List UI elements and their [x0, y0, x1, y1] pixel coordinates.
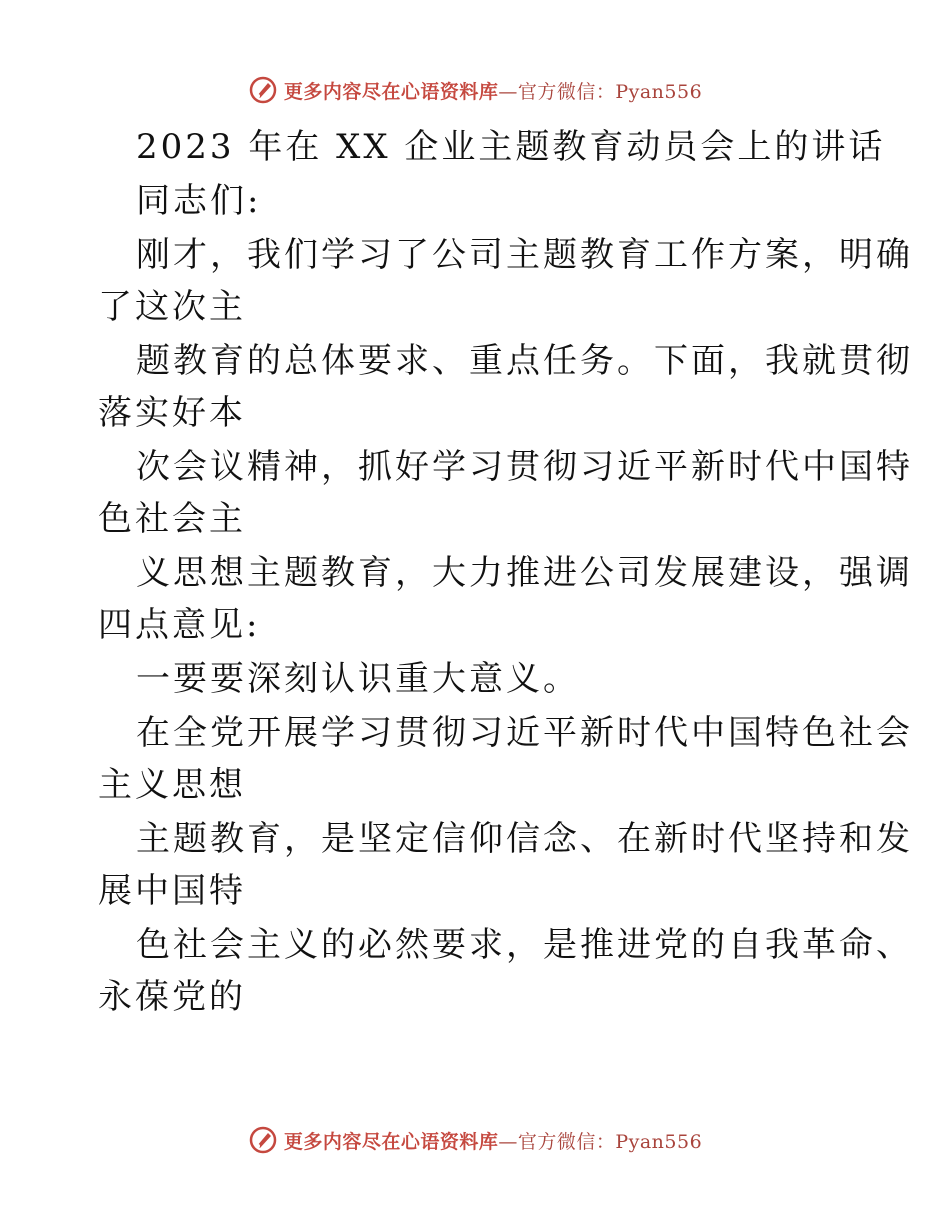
header-watermark	[0, 70, 950, 110]
text-line: 题教育的总体要求、重点任务。下面，我就贯彻	[136, 341, 913, 381]
text-line: 义思想主题教育，大力推进公司发展建设，强调	[136, 553, 913, 593]
text-line: 永葆党的	[98, 977, 246, 1017]
text-line: 次会议精神，抓好学习贯彻习近平新时代中国特	[136, 447, 913, 487]
text-line: 展中国特	[98, 871, 246, 911]
text-line: 色社会主义的必然要求，是推进党的自我革命、	[136, 925, 913, 965]
text-line: 一要要深刻认识重大意义。	[136, 659, 580, 699]
watermark-contact: —官方微信：Pyan556	[498, 80, 703, 103]
text-line: 同志们:	[136, 181, 262, 221]
text-line: 落实好本	[98, 393, 246, 433]
document-title: 2023 年在 XX 企业主题教育动员会上的讲话	[136, 127, 886, 167]
pen-logo-icon	[248, 75, 278, 105]
pen-logo-icon	[248, 1125, 278, 1155]
text-line: 主义思想	[98, 765, 246, 805]
watermark-text	[284, 1127, 702, 1154]
watermark-text	[284, 77, 702, 104]
watermark-brand: 更多内容尽在心语资料库	[283, 80, 499, 103]
text-line: 在全党开展学习贯彻习近平新时代中国特色社会	[136, 713, 913, 753]
text-line: 主题教育，是坚定信仰信念、在新时代坚持和发	[136, 819, 913, 859]
text-line: 四点意见:	[98, 605, 261, 645]
text-line: 色社会主	[98, 499, 246, 539]
document-body	[98, 120, 913, 1024]
footer-watermark	[0, 1120, 950, 1160]
document-lines	[98, 174, 913, 1024]
watermark-brand: 更多内容尽在心语资料库	[283, 1130, 499, 1153]
watermark-contact: —官方微信：Pyan556	[498, 1130, 703, 1153]
text-line: 了这次主	[98, 287, 246, 327]
text-line: 刚才，我们学习了公司主题教育工作方案，明确	[136, 235, 913, 275]
